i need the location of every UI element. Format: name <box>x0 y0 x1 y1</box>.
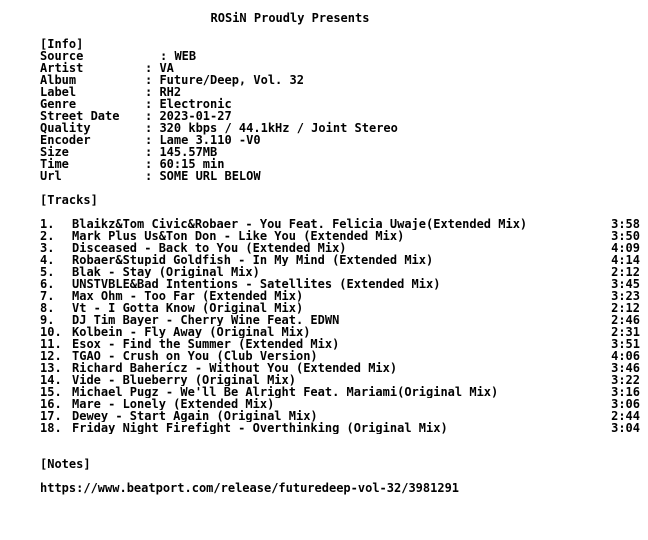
track-name: Disceased - Back to You (Extended Mix) <box>72 242 347 254</box>
track-duration: 3:16 <box>611 385 640 399</box>
track-row <box>40 302 640 314</box>
track-row <box>40 422 640 434</box>
info-key: Artist <box>40 61 84 75</box>
info-row <box>40 158 640 170</box>
nfo-document <box>40 10 640 494</box>
track-row <box>40 242 640 254</box>
info-value: : SOME URL BELOW <box>145 169 261 183</box>
track-name: Vt - I Gotta Know (Original Mix) <box>72 302 304 314</box>
track-row <box>40 398 640 410</box>
info-key: Source <box>40 49 84 63</box>
track-row <box>40 254 640 266</box>
track-duration: 3:50 <box>611 229 640 243</box>
info-key: Album <box>40 73 77 87</box>
info-value: : 320 kbps / 44.1kHz / Joint Stereo <box>145 121 398 135</box>
track-number: 5. <box>40 265 55 279</box>
track-row <box>40 326 640 338</box>
track-duration: 2:46 <box>611 313 640 327</box>
track-duration: 2:44 <box>611 409 640 423</box>
release-title: ROSiN Proudly Presents <box>210 11 370 25</box>
track-number: 3. <box>40 241 55 255</box>
track-name: Robaer&Stupid Goldfish - In My Mind (Extended Mix) <box>72 254 434 266</box>
track-list <box>40 218 640 434</box>
track-row <box>40 374 640 386</box>
info-row <box>40 122 640 134</box>
info-key: Street Date <box>40 109 120 123</box>
track-number: 18. <box>40 421 62 435</box>
info-key: Label <box>40 85 77 99</box>
spacer <box>40 26 640 38</box>
track-name: Blak - Stay (Original Mix) <box>72 266 260 278</box>
info-value: : 145.57MB <box>145 145 218 159</box>
track-number: 6. <box>40 277 55 291</box>
spacer <box>40 446 640 458</box>
track-number: 17. <box>40 409 62 423</box>
track-number: 4. <box>40 253 55 267</box>
track-number: 9. <box>40 313 55 327</box>
track-row <box>40 278 640 290</box>
track-duration: 2:12 <box>611 265 640 279</box>
spacer <box>40 434 640 446</box>
track-name: Mare - Lonely (Extended Mix) <box>72 398 275 410</box>
track-number: 15. <box>40 385 62 399</box>
track-number: 10. <box>40 325 62 339</box>
info-value: : Electronic <box>145 97 232 111</box>
track-name: Richard Baherícz - Without You (Extended Mix) <box>72 362 398 374</box>
info-row <box>40 74 640 86</box>
track-row <box>40 338 640 350</box>
info-value: : Lame 3.110 -V0 <box>145 133 261 147</box>
track-number: 14. <box>40 373 62 387</box>
info-key: Time <box>40 157 69 171</box>
info-key: Url <box>40 169 62 183</box>
track-number: 1. <box>40 217 55 231</box>
info-value: : WEB <box>160 49 197 63</box>
track-row <box>40 314 640 326</box>
track-name: Esox - Find the Summer (Extended Mix) <box>72 338 340 350</box>
info-value: : Future/Deep, Vol. 32 <box>145 73 304 87</box>
track-duration: 2:31 <box>611 325 640 339</box>
spacer <box>40 182 640 194</box>
track-name: Mark Plus Us&Ton Don - Like You (Extended Mix) <box>72 230 405 242</box>
track-duration: 3:06 <box>611 397 640 411</box>
info-value: : VA <box>145 61 174 75</box>
track-row <box>40 386 640 398</box>
track-duration: 2:12 <box>611 301 640 315</box>
info-key: Size <box>40 145 69 159</box>
track-name: Michael Pugz - We'll Be Alright Feat. Mariami(Original Mix) <box>72 386 499 398</box>
info-row <box>40 134 640 146</box>
track-duration: 3:58 <box>611 217 640 231</box>
track-name: DJ Tim Bayer - Cherry Wine Feat. EDWN <box>72 314 340 326</box>
info-section-header: [Info] <box>40 37 84 51</box>
info-row <box>40 146 640 158</box>
track-duration: 4:14 <box>611 253 640 267</box>
track-name: Friday Night Firefight - Overthinking (Original Mix) <box>72 422 448 434</box>
track-row <box>40 230 640 242</box>
track-number: 2. <box>40 229 55 243</box>
track-row <box>40 218 640 230</box>
info-value: : 2023-01-27 <box>145 109 232 123</box>
track-row <box>40 410 640 422</box>
track-number: 7. <box>40 289 55 303</box>
track-number: 8. <box>40 301 55 315</box>
info-row <box>40 170 640 182</box>
info-row <box>40 98 640 110</box>
track-name: Kolbein - Fly Away (Original Mix) <box>72 326 311 338</box>
info-row <box>40 62 640 74</box>
track-row <box>40 266 640 278</box>
track-row <box>40 350 640 362</box>
spacer <box>40 206 640 218</box>
info-key: Genre <box>40 97 77 111</box>
track-number: 11. <box>40 337 62 351</box>
tracks-section-header: [Tracks] <box>40 193 98 207</box>
track-duration: 3:23 <box>611 289 640 303</box>
info-key: Encoder <box>40 133 91 147</box>
track-number: 13. <box>40 361 62 375</box>
info-list <box>40 50 640 182</box>
track-name: Vide - Blueberry (Original Mix) <box>72 374 296 386</box>
track-number: 12. <box>40 349 62 363</box>
track-duration: 4:06 <box>611 349 640 363</box>
track-duration: 3:04 <box>611 421 640 435</box>
track-name: UNSTVBLE&Bad Intentions - Satellites (Extended Mix) <box>72 278 441 290</box>
track-name: Blaikz&Tom Civic&Robaer - You Feat. Felicia Uwaje(Extended Mix) <box>72 218 528 230</box>
track-duration: 3:46 <box>611 361 640 375</box>
track-duration: 3:22 <box>611 373 640 387</box>
track-duration: 3:51 <box>611 337 640 351</box>
track-row <box>40 290 640 302</box>
track-name: TGAO - Crush on You (Club Version) <box>72 350 318 362</box>
track-duration: 4:09 <box>611 241 640 255</box>
info-value: : 60:15 min <box>145 157 225 171</box>
notes-section-header: [Notes] <box>40 457 91 471</box>
info-row <box>40 86 640 98</box>
track-duration: 3:45 <box>611 277 640 291</box>
track-row <box>40 362 640 374</box>
info-key: Quality <box>40 121 91 135</box>
track-name: Dewey - Start Again (Original Mix) <box>72 410 318 422</box>
track-number: 16. <box>40 397 62 411</box>
info-row <box>40 50 640 62</box>
notes-url: https://www.beatport.com/release/futuredeep-vol-32/3981291 <box>40 481 460 495</box>
info-value: : RH2 <box>145 85 182 99</box>
track-name: Max Ohm - Too Far (Extended Mix) <box>72 290 304 302</box>
